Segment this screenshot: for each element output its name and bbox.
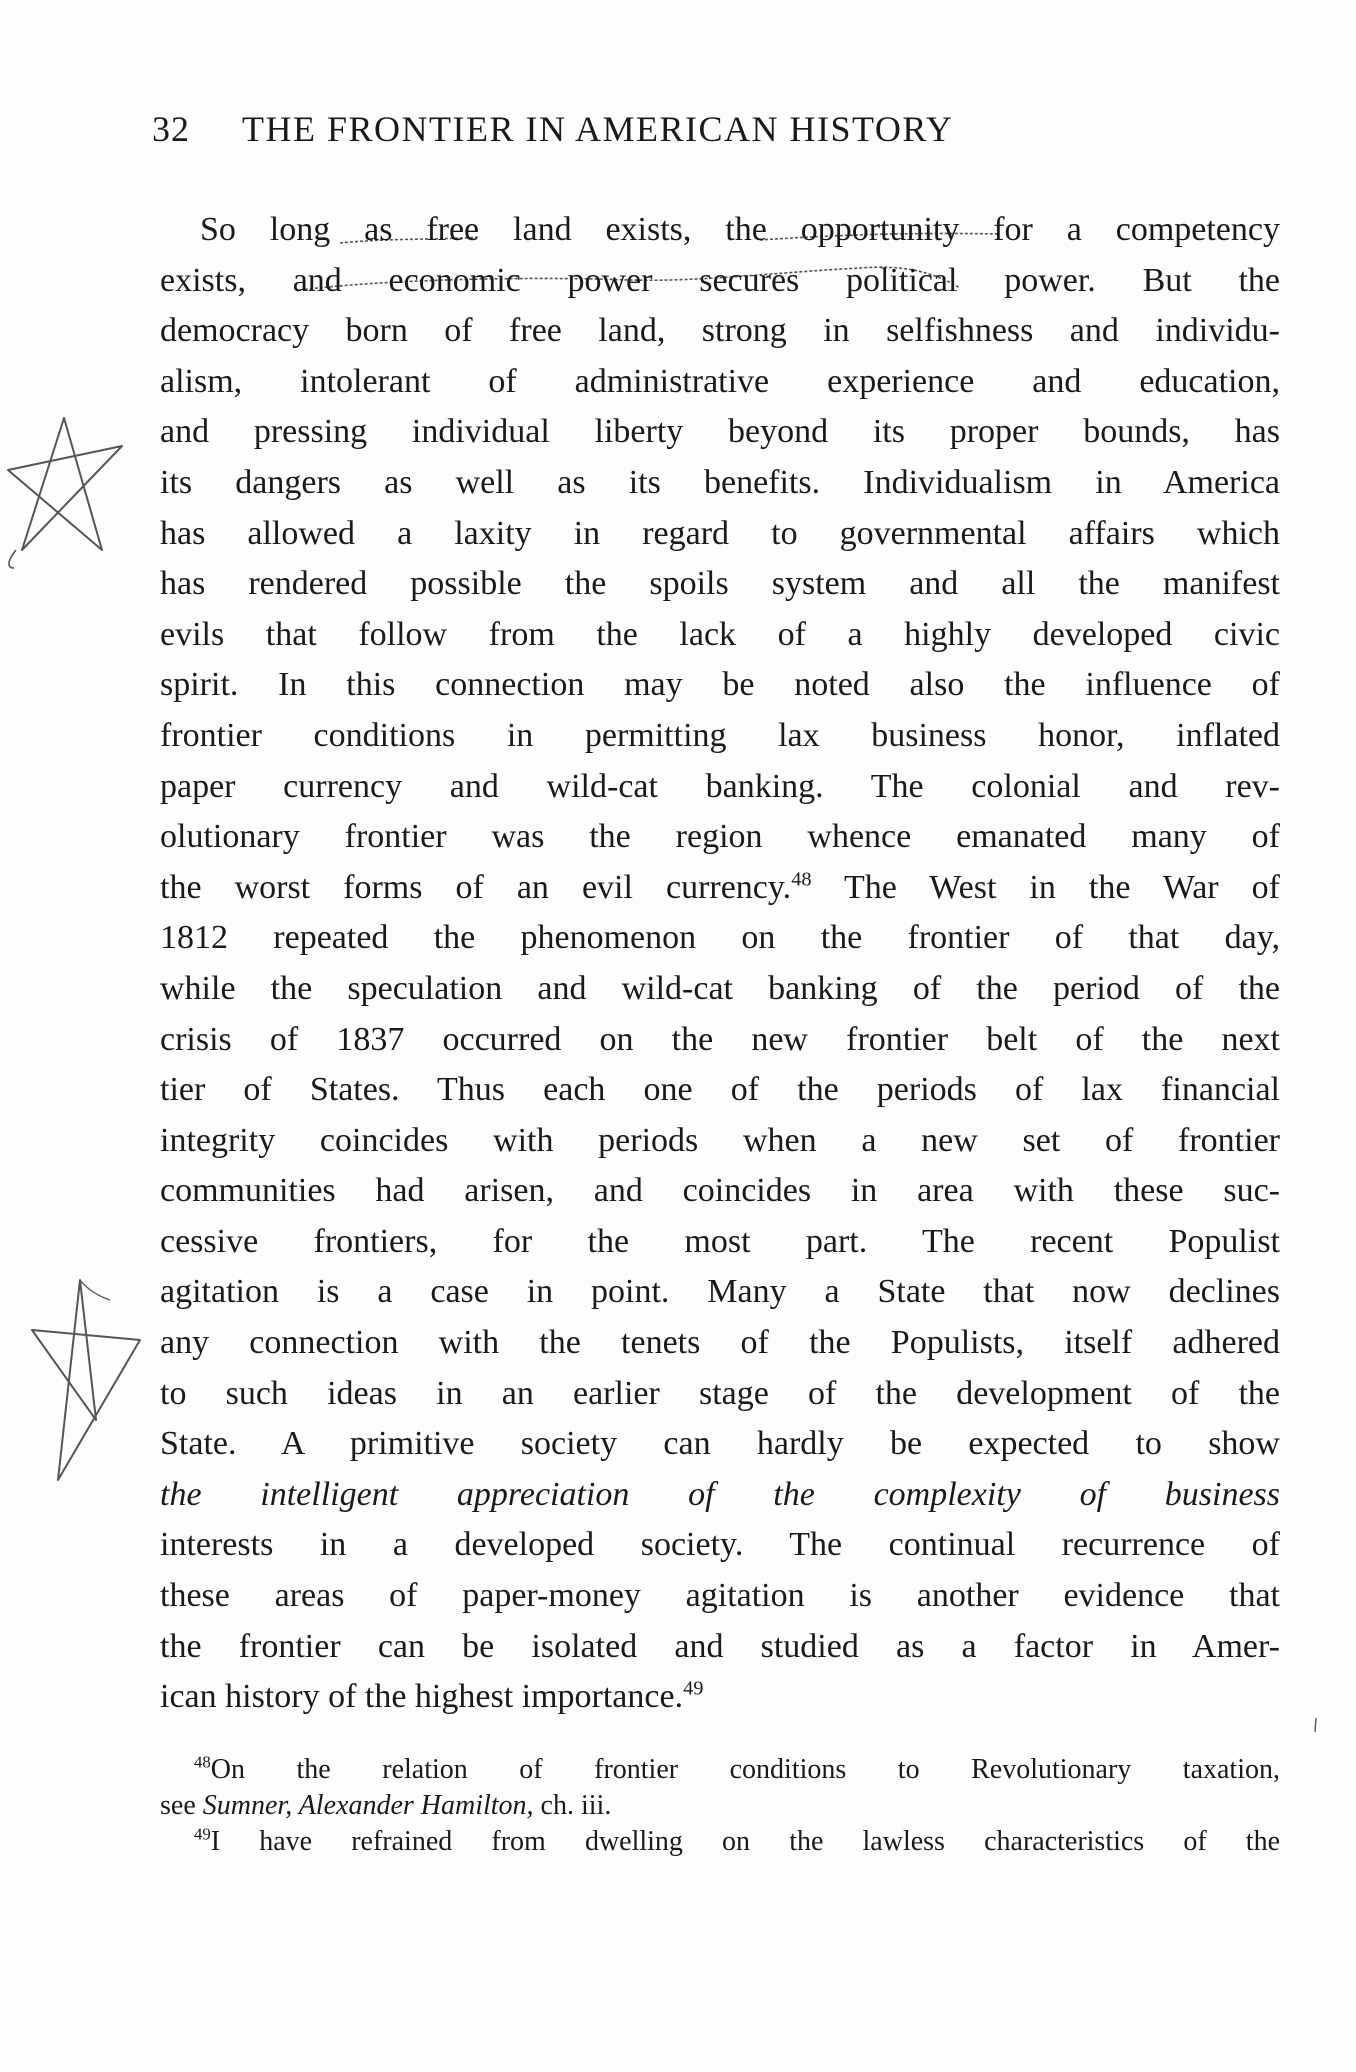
- pencil-tick-mark: [1310, 1716, 1322, 1736]
- text-line: any connection with the tenets of the Populists, itself adhered: [160, 1324, 1280, 1362]
- text-line: these areas of paper-money agitation is another evidence that: [160, 1577, 1280, 1615]
- page-number: 32: [152, 109, 190, 149]
- pencil-star-icon: [28, 1270, 148, 1490]
- text-line: tier of States. Thus each one of the periods of lax financial: [160, 1071, 1280, 1109]
- pencil-star-icon: [2, 400, 132, 570]
- footnote-citation: Sumner, Alexander Hamilton,: [202, 1790, 534, 1821]
- body-paragraph: [160, 205, 1280, 1723]
- footnote-number: 48: [194, 1752, 211, 1772]
- text-line: its dangers as well as its benefits. Individualism in America: [160, 463, 1280, 501]
- text-line: frontier conditions in permitting lax business honor, inflated: [160, 716, 1280, 754]
- text-line: agitation is a case in point. Many a State that now declines: [160, 1273, 1280, 1311]
- footnote-48: [160, 1752, 1280, 1788]
- text-line: democracy born of free land, strong in selfishness and individu-: [160, 312, 1280, 350]
- text-line: interests in a developed society. The continual recurrence of: [160, 1526, 1280, 1564]
- footnote-text: ch. iii.: [533, 1790, 612, 1821]
- text-line: crisis of 1837 occurred on the new frontier belt of the next: [160, 1020, 1280, 1058]
- text-line: the intelligent appreciation of the complexity of business: [160, 1475, 1280, 1513]
- text-line: integrity coincides with periods when a new set of frontier: [160, 1121, 1280, 1159]
- footnote-ref-48[interactable]: 48: [791, 868, 812, 891]
- text-line: alism, intolerant of administrative experience and education,: [160, 362, 1280, 400]
- text-line: the frontier can be isolated and studied as a factor in Amer-: [160, 1627, 1280, 1665]
- text-fragment: ican history of the highest importance.: [160, 1678, 684, 1716]
- running-header: [152, 108, 1152, 158]
- text-line: has allowed a laxity in regard to governmental affairs which: [160, 514, 1280, 552]
- footnote-ref-49[interactable]: 49: [683, 1677, 704, 1700]
- running-title: THE FRONTIER IN AMERICAN HISTORY: [242, 109, 954, 149]
- text-line: So long as free land exists, the opportunity for a competency: [200, 211, 1280, 248]
- text-line: communities had arisen, and coincides in area with these suc-: [160, 1172, 1280, 1210]
- text-line-with-footnote-ref: [160, 1672, 1280, 1723]
- footnotes: [160, 1752, 1280, 1860]
- text-line: to such ideas in an earlier stage of the development of the: [160, 1374, 1280, 1412]
- text-line: State. A primitive society can hardly be expected to show: [160, 1425, 1280, 1463]
- footnote-number: 49: [194, 1824, 211, 1844]
- text-line: while the speculation and wild-cat banking of the period of the: [160, 969, 1280, 1007]
- text-fragment: the worst forms of an evil currency.: [160, 868, 792, 906]
- text-fragment: The West in the War of: [811, 868, 1280, 906]
- text-line: spirit. In this connection may be noted also the influence of: [160, 666, 1280, 704]
- text-line: and pressing individual liberty beyond its proper bounds, has: [160, 413, 1280, 451]
- text-line: cessive frontiers, for the most part. The recent Populist: [160, 1222, 1280, 1260]
- text-line: paper currency and wild-cat banking. The colonial and rev-: [160, 767, 1280, 805]
- text-line: exists, and economic power secures political power. But the: [160, 261, 1280, 299]
- footnote-48-continued: [160, 1788, 1280, 1824]
- text-line: evils that follow from the lack of a highly developed civic: [160, 615, 1280, 653]
- footnote-text: see: [160, 1790, 203, 1821]
- footnote-text: On the relation of frontier conditions to Revolutionary taxation,: [210, 1754, 1280, 1785]
- text-line: olutionary frontier was the region whence emanated many of: [160, 818, 1280, 856]
- text-line-with-footnote-ref: [160, 863, 1280, 914]
- footnote-49: [160, 1824, 1280, 1860]
- footnote-text: I have refrained from dwelling on the lawless characteristics of the: [210, 1826, 1280, 1857]
- text-line: has rendered possible the spoils system and all the manifest: [160, 565, 1280, 603]
- text-line: 1812 repeated the phenomenon on the frontier of that day,: [160, 919, 1280, 957]
